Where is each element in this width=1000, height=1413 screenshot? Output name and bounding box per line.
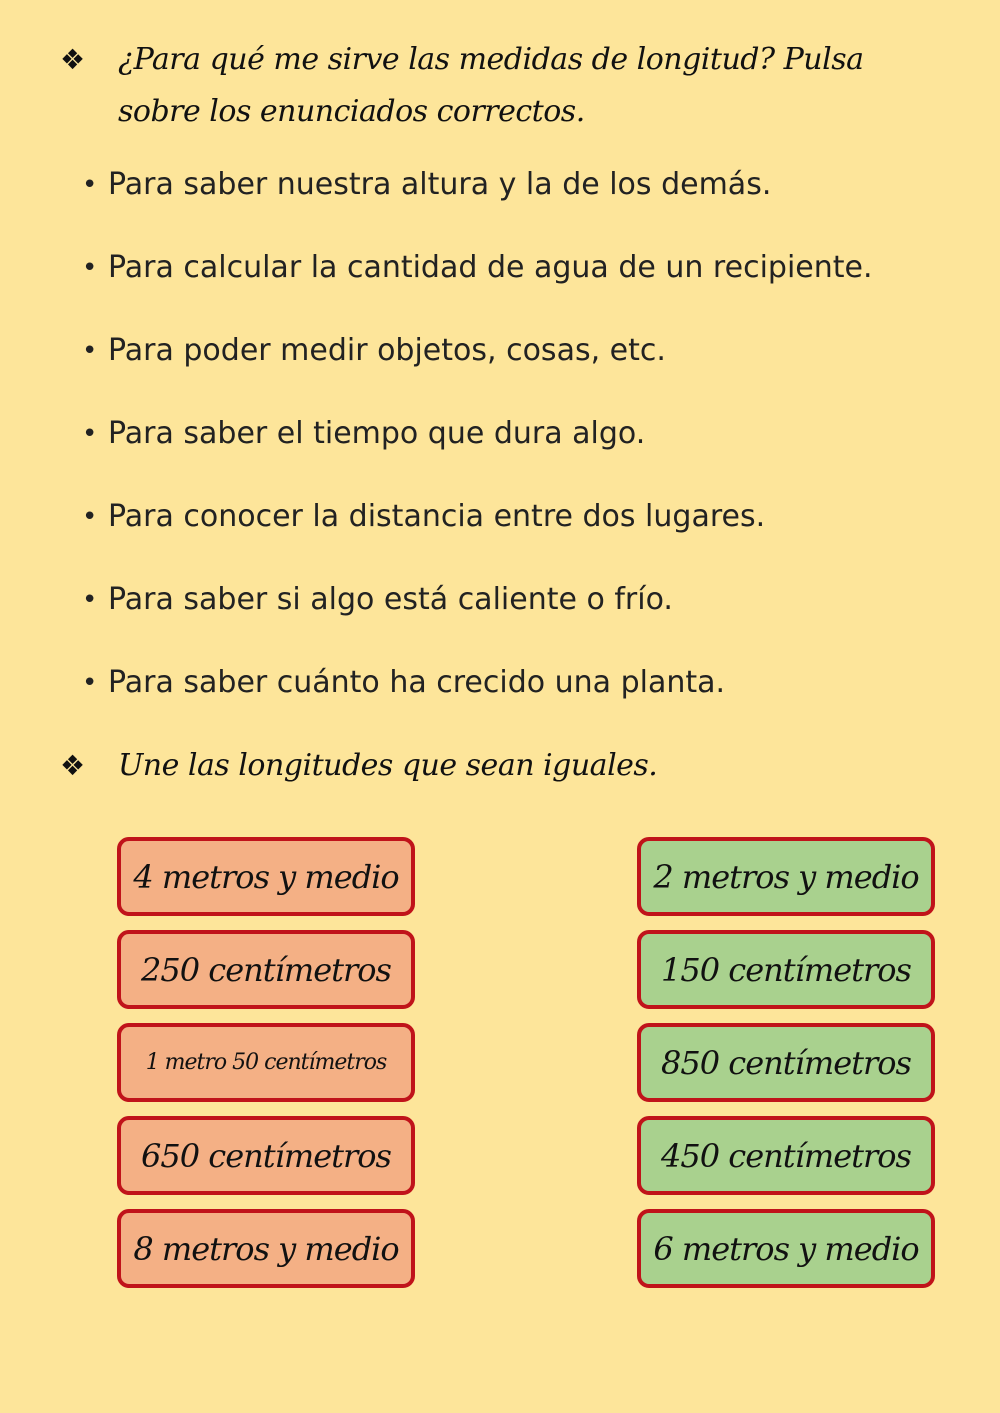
answer-option-text: Para poder medir objetos, cosas, etc. (108, 333, 666, 368)
answer-option[interactable] (82, 575, 873, 658)
answer-options-list (82, 160, 873, 741)
bullet-icon: • (82, 253, 98, 283)
answer-option-text: Para calcular la cantidad de agua de un recipiente. (108, 250, 873, 285)
bullet-icon: • (82, 502, 98, 532)
left-match-tile[interactable]: 1 metro 50 centímetros (117, 1023, 415, 1102)
right-match-tile[interactable]: 450 centímetros (637, 1116, 935, 1195)
question-1-heading (60, 34, 940, 138)
right-match-tile[interactable]: 2 metros y medio (637, 837, 935, 916)
bullet-icon: • (82, 336, 98, 366)
right-match-tile[interactable]: 850 centímetros (637, 1023, 935, 1102)
question-1-text: ¿Para qué me sirve las medidas de longitud? Pulsa sobre los enunciados correctos. (118, 42, 864, 129)
bullet-icon: • (82, 585, 98, 615)
answer-option[interactable] (82, 658, 873, 741)
bullet-icon: • (82, 170, 98, 200)
answer-option[interactable] (82, 243, 873, 326)
left-match-tile[interactable]: 650 centímetros (117, 1116, 415, 1195)
right-match-tile[interactable]: 6 metros y medio (637, 1209, 935, 1288)
answer-option-text: Para conocer la distancia entre dos lugares. (108, 499, 766, 534)
answer-option-text: Para saber si algo está caliente o frío. (108, 582, 673, 617)
answer-option[interactable] (82, 492, 873, 575)
question-2-heading (60, 740, 940, 792)
diamond-bullet-icon: ❖ (60, 43, 86, 76)
left-match-tile[interactable]: 8 metros y medio (117, 1209, 415, 1288)
answer-option[interactable] (82, 409, 873, 492)
answer-option-text: Para saber cuánto ha crecido una planta. (108, 665, 726, 700)
bullet-icon: • (82, 419, 98, 449)
answer-option[interactable] (82, 160, 873, 243)
left-match-tile[interactable]: 250 centímetros (117, 930, 415, 1009)
answer-option-text: Para saber nuestra altura y la de los demás. (108, 167, 772, 202)
right-match-column (637, 837, 935, 1302)
answer-option-text: Para saber el tiempo que dura algo. (108, 416, 646, 451)
bullet-icon: • (82, 668, 98, 698)
left-match-column (117, 837, 415, 1302)
answer-option[interactable] (82, 326, 873, 409)
question-2-text: Une las longitudes que sean iguales. (118, 748, 658, 783)
left-match-tile[interactable]: 4 metros y medio (117, 837, 415, 916)
right-match-tile[interactable]: 150 centímetros (637, 930, 935, 1009)
diamond-bullet-icon: ❖ (60, 749, 86, 782)
